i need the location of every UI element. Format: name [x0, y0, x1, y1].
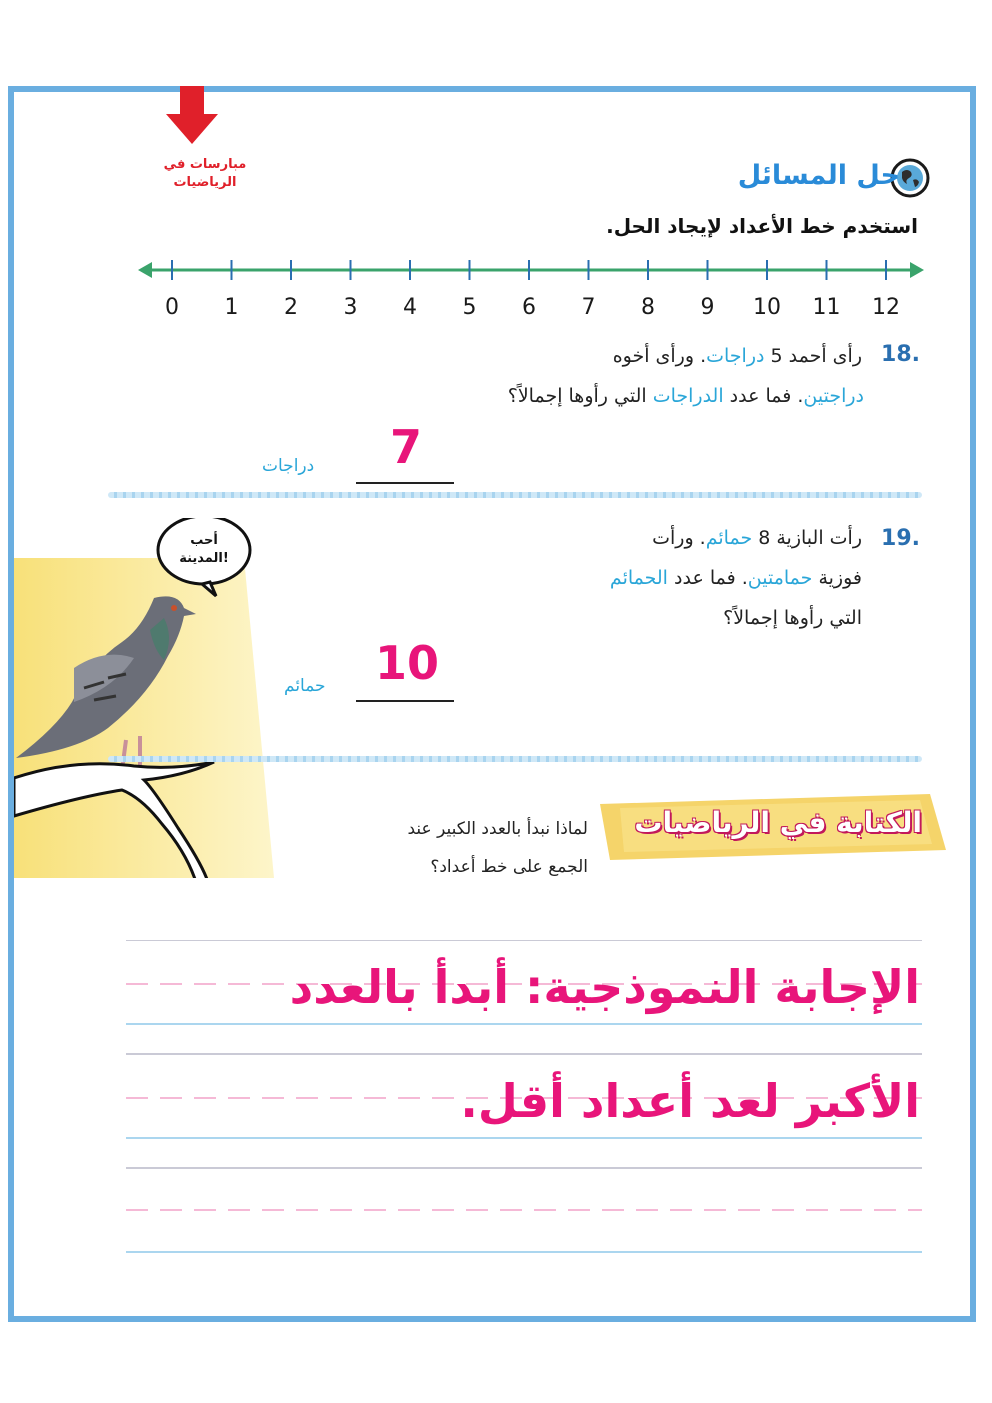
problem-18-text: رأى أحمد 5 دراجات. ورأى أخوه دراجتين. فما عدد الدراجات التي رأوها إجمالاً؟	[507, 345, 864, 407]
problem-19-unit: حمائم	[284, 676, 326, 696]
number-line-label: 12	[872, 295, 900, 320]
number-line-label: 0	[165, 295, 179, 320]
practice-label-line2: الرياضيات	[173, 175, 237, 190]
answer-line	[356, 700, 454, 702]
number-line-label: 2	[284, 295, 298, 320]
instruction: استخدم خط الأعداد لإيجاد الحل.	[606, 214, 918, 238]
pigeon-illustration	[14, 518, 304, 878]
problem-18-answer: 7	[389, 420, 422, 474]
number-line-label: 4	[403, 295, 417, 320]
model-answer-line2: الأكبر لعد أعداد أقل.	[460, 1074, 920, 1128]
practice-label	[140, 156, 270, 192]
arrow-down-icon	[166, 86, 218, 146]
number-line-label: 8	[641, 295, 655, 320]
practice-label-line1: مبارسات في	[163, 157, 247, 172]
number-line-label: 1	[224, 295, 239, 320]
number-line-label: 7	[581, 295, 596, 320]
number-line-label: 10	[753, 295, 781, 320]
number-line-label: 11	[812, 295, 841, 320]
problem-19-number: 19.	[881, 526, 920, 551]
speech-bubble-line2: المدينة!	[179, 551, 229, 566]
problem-19-text: رأت البازية 8 حمائم. ورأت فوزية حمامتين. فما عدد الحمائم التي رأوها إجمالاً؟	[609, 527, 862, 629]
section-title: حل المسائل	[737, 160, 900, 191]
divider	[108, 756, 922, 762]
writing-question: لماذا نبدأ بالعدد الكبير عند الجمع على خط أعداد؟	[407, 819, 588, 877]
number-line	[138, 256, 924, 326]
number-line-label: 3	[343, 295, 358, 320]
number-line-label: 5	[462, 295, 477, 320]
writing-title: الكتابة في الرياضيات	[634, 806, 922, 839]
number-line-label: 6	[522, 295, 536, 320]
divider	[108, 492, 922, 498]
answer-line	[356, 482, 454, 484]
problem-18-unit: دراجات	[262, 456, 315, 476]
model-answer-line1: الإجابة النموذجية: أبدأ بالعدد	[289, 960, 920, 1014]
problem-18-number: 18.	[881, 342, 920, 367]
number-line-label: 9	[700, 295, 715, 320]
speech-bubble-line1: أحب	[190, 533, 218, 548]
problem-19-answer: 10	[374, 636, 439, 690]
